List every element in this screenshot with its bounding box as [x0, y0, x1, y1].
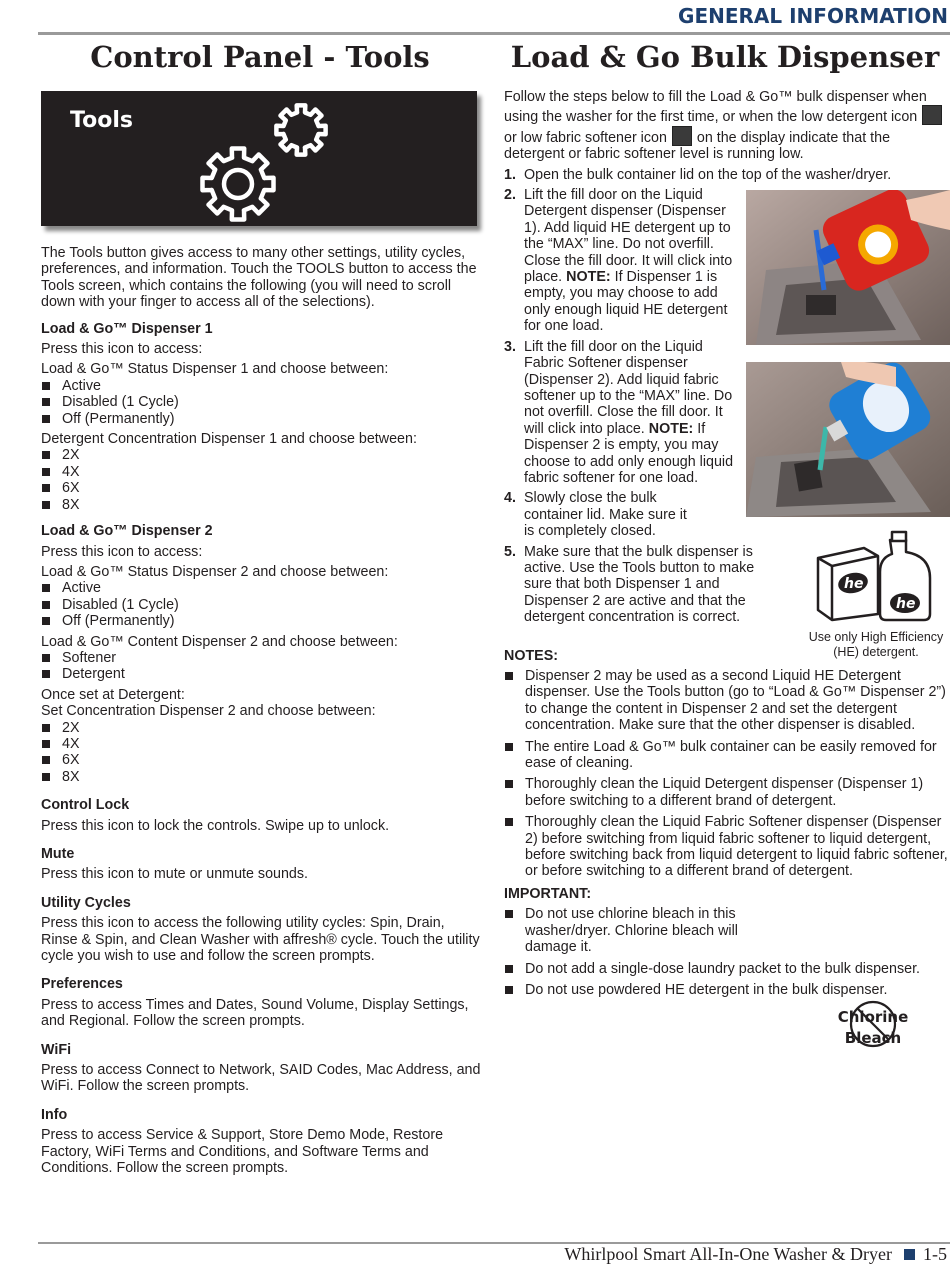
gear-outline [203, 149, 274, 220]
d2-heading: Load & Go™ Dispenser 2 [41, 523, 213, 540]
step-number: 1. [504, 166, 516, 183]
d2-concentration: Set Concentration Dispenser 2 and choose between: [41, 703, 376, 720]
d1-conc-list [41, 447, 483, 513]
preferences-heading: Preferences [41, 976, 123, 993]
intro-part-c: on the display indicate that the detergent or fabric softener level is running low. [504, 129, 891, 163]
list-item: 8X [41, 497, 483, 513]
list-item: 6X [41, 480, 483, 496]
low-detergent-icon [922, 105, 942, 125]
utility-text: Press this icon to access the following utility cycles: Spin, Drain, Rinse & Spin, and Clean Washer with affresh® cycle. Touch the utility cycle you wish to use and follow the screen prompts. [41, 915, 480, 965]
notes-heading: NOTES: [504, 647, 559, 664]
step-number: 5. [504, 543, 516, 560]
d1-heading: Load & Go™ Dispenser 1 [41, 320, 213, 337]
page-number: 1-5 [923, 1244, 947, 1264]
list-item: Disabled (1 Cycle) [41, 394, 483, 410]
list-item: 2X [41, 447, 483, 463]
bleach-label-1: Chlorine [837, 1008, 909, 1026]
bulk-intro [504, 89, 950, 163]
page-footer [564, 1244, 947, 1265]
step-5 [504, 544, 759, 626]
control-lock-heading: Control Lock [41, 797, 130, 814]
tools-intro: The Tools button gives access to many other settings, utility cycles, preferences, and information. Touch the TOOLS button to access the Tools screen, which contains the following (you will need to scroll down with your finger to access all of the selections). [41, 245, 477, 311]
step-text: Lift the fill door on the Liquid Detergent dispenser (Dispenser 1). Add liquid HE detergent up to the “MAX” line. Do not overfill. Close the fill door. It will click into place. [524, 187, 733, 286]
step-text: Lift the fill door on the Liquid Fabric Softener dispenser (Dispenser 2). Add liquid fabric softener up to the “MAX” line. Do not overfill. Close the fill door. It will click into place. [524, 338, 733, 437]
d1-press: Press this icon to access: [41, 341, 203, 358]
step-text: Slowly close the bulk container lid. Make sure it is completely closed. [524, 490, 687, 540]
he-logo: he [896, 596, 916, 612]
list-item: Active [41, 580, 483, 596]
mute-heading: Mute [41, 846, 75, 862]
d2-conc-list [41, 720, 483, 786]
d2-content-list [41, 650, 483, 683]
left-column [41, 245, 483, 1177]
intro-part-a: Follow the steps below to fill the Load & Go™ bulk dispenser when using the washer for the first time, or when the low detergent icon [504, 89, 927, 126]
gear-outline [276, 105, 325, 154]
no-chlorine-bleach-icon [826, 1000, 920, 1055]
step-text: Make sure that the bulk dispenser is active. Use the Tools button to make sure that both Dispenser 1 and Dispenser 2 are active and that the detergent concentration is correct. [524, 543, 755, 626]
right-title: Load & Go Bulk Dispenser [510, 40, 940, 74]
preferences-text: Press to access Times and Dates, Sound Volume, Display Settings, and Regional. Follow the screen prompts. [41, 996, 469, 1030]
important-heading: IMPORTANT: [504, 885, 592, 902]
list-item: 4X [41, 464, 483, 480]
he-logo: he [844, 576, 864, 592]
list-item: Thoroughly clean the Liquid Detergent dispenser (Dispenser 1) before switching to a different brand of detergent. [504, 776, 950, 809]
list-item: Dispenser 2 may be used as a second Liquid HE Detergent dispenser. Use the Tools button (go to “Load & Go™ Dispenser 2”) to change the content in Dispenser 2 and set the detergent concentration. Make sure that the other dispenser is disabled. [504, 668, 950, 734]
tools-button-graphic [41, 91, 477, 226]
wifi-text: Press to access Connect to Network, SAID Codes, Mac Address, and WiFi. Follow the screen prompts. [41, 1062, 481, 1095]
d2-status: Load & Go™ Status Dispenser 2 and choose between: [41, 563, 389, 580]
he-caption: Use only High Efficiency (HE) detergent. [808, 630, 944, 659]
list-item: Off (Permanently) [41, 411, 483, 427]
list-item: Thoroughly clean the Liquid Fabric Softener dispenser (Dispenser 2) before switching from liquid fabric softener to liquid detergent, before switching back from liquid detergent to liquid fabric softener, or before switching to a different brand of detergent. [504, 814, 950, 880]
list-item: Detergent [41, 666, 483, 682]
header-rule [38, 32, 950, 35]
d1-status-list [41, 378, 483, 427]
important-list [504, 906, 950, 998]
list-item: Disabled (1 Cycle) [41, 597, 483, 613]
list-item: 2X [41, 720, 483, 736]
softener-pour-photo [746, 362, 950, 517]
d1-concentration: Detergent Concentration Dispenser 1 and choose between: [41, 431, 417, 448]
left-title: Control Panel - Tools [90, 40, 430, 74]
list-item: 6X [41, 752, 483, 768]
bleach-label-2: Bleach [844, 1029, 902, 1047]
wifi-heading: WiFi [41, 1041, 72, 1058]
section-header: GENERAL INFORMATION [678, 4, 948, 28]
list-item: Off (Permanently) [41, 613, 483, 629]
step-1 [504, 167, 950, 183]
step-note: If Dispenser 2 is empty, you may choose to add only enough liquid fabric softener for one load. [524, 420, 734, 486]
list-item: Do not add a single-dose laundry packet to the bulk dispenser. [504, 961, 950, 977]
d2-once: Once set at Detergent: [41, 686, 185, 703]
d2-press: Press this icon to access: [41, 543, 203, 560]
note-label: NOTE: [566, 269, 611, 286]
step-3 [504, 339, 739, 487]
intro-part-b: or low fabric softener icon [504, 129, 667, 146]
mute-text: Press this icon to mute or unmute sounds. [41, 866, 309, 883]
list-item: Active [41, 378, 483, 394]
detergent-pour-photo [746, 190, 950, 345]
tools-label: Tools [70, 108, 133, 133]
step-number: 2. [504, 187, 516, 204]
footer-square [904, 1249, 915, 1260]
gear-hole [224, 170, 252, 198]
step-2 [504, 187, 739, 335]
list-item: Do not use powdered HE detergent in the bulk dispenser. [504, 982, 950, 998]
notes-list [504, 668, 950, 880]
list-item: 8X [41, 769, 483, 785]
note-label: NOTE: [648, 420, 694, 437]
footer-title: Whirlpool Smart All-In-One Washer & Dryer [564, 1244, 892, 1264]
low-softener-icon [672, 126, 692, 146]
d2-status-list [41, 580, 483, 629]
step-note: If Dispenser 1 is empty, you may choose to add only enough liquid HE detergent for one load. [524, 269, 728, 335]
gears-icon [191, 97, 371, 222]
he-detergent-illustration [812, 530, 938, 622]
list-item: Softener [41, 650, 483, 666]
info-text: Press to access Service & Support, Store Demo Mode, Restore Factory, WiFi Terms and Conditions, and Software Terms and Conditions. Follow the screen prompts. [41, 1127, 444, 1177]
step-text: Open the bulk container lid on the top of the washer/dryer. [524, 166, 892, 183]
step-number: 4. [504, 490, 516, 507]
utility-heading: Utility Cycles [41, 894, 131, 911]
list-item: The entire Load & Go™ bulk container can be easily removed for ease of cleaning. [504, 739, 950, 772]
step-4 [504, 490, 694, 539]
d1-status: Load & Go™ Status Dispenser 1 and choose between: [41, 361, 389, 378]
control-lock-text: Press this icon to lock the controls. Swipe up to unlock. [41, 817, 390, 834]
list-item: Do not use chlorine bleach in this washer/dryer. Chlorine bleach will damage it. [504, 906, 750, 955]
d2-content: Load & Go™ Content Dispenser 2 and choose between: [41, 633, 398, 650]
list-item: 4X [41, 736, 483, 752]
step-number: 3. [504, 338, 516, 355]
info-heading: Info [41, 1106, 68, 1123]
